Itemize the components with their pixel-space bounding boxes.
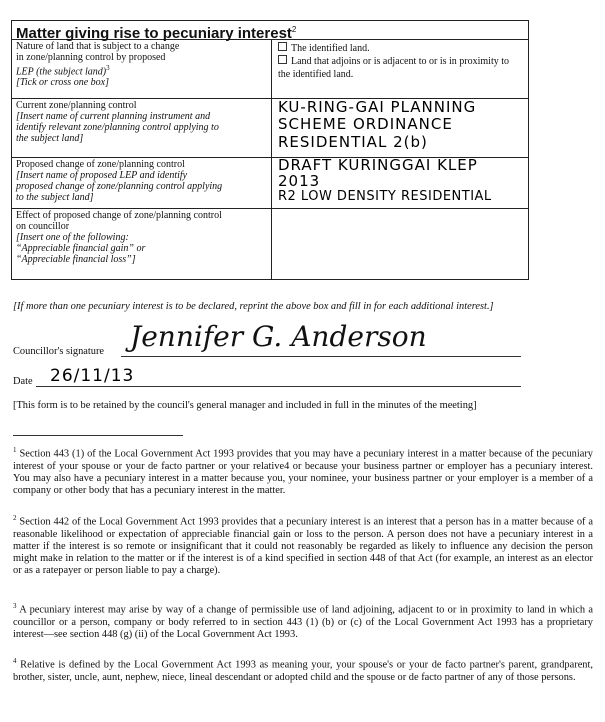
label-line: proposed change of zone/planning control applying xyxy=(16,181,223,192)
label-line: Current zone/planning control xyxy=(16,100,137,111)
handwritten-line: R2 LOW DENSITY RESIDENTIAL xyxy=(278,189,492,204)
handwritten-date: 26/11/13 xyxy=(50,366,135,386)
label-line: [Tick or cross one box] xyxy=(16,77,109,89)
form-title-text: Matter giving rise to pecuniary interest xyxy=(16,25,292,42)
effect-answer[interactable] xyxy=(272,209,528,279)
footnote-number: 2 xyxy=(13,514,17,522)
row-proposed-change xyxy=(12,158,528,209)
footnote-1 xyxy=(13,444,593,497)
checkbox-icon[interactable] xyxy=(278,55,287,64)
label-line: in zone/planning control by proposed xyxy=(16,52,166,63)
label-line: [Insert name of current planning instrument and xyxy=(16,111,211,122)
row-effect-on-councillor xyxy=(12,209,528,279)
row-nature-of-land xyxy=(12,40,528,99)
option-identified-land[interactable] xyxy=(278,42,522,55)
date-line xyxy=(36,386,521,387)
footnote-3 xyxy=(13,600,593,641)
row-current-zone xyxy=(12,99,528,158)
label-line: the subject land] xyxy=(16,133,84,144)
signature-image: Jennifer G. Anderson xyxy=(130,320,427,353)
checkbox-icon[interactable] xyxy=(278,42,287,51)
instruction-text: [If more than one pecuniary interest is to be declared, reprint the above box and fill in for each additional interest.] xyxy=(13,301,494,312)
label-line: on councillor xyxy=(16,221,70,232)
label-line: Effect of proposed change of zone/planning control xyxy=(16,210,222,221)
footnote-number: 3 xyxy=(13,602,17,610)
label-line xyxy=(16,63,268,77)
footnote-ref: 3 xyxy=(106,64,110,72)
signature-line xyxy=(121,356,521,357)
form-title xyxy=(12,21,528,40)
footnote-number: 1 xyxy=(13,446,17,454)
footnote-text: Section 443 (1) of the Local Government Act 1993 provides that you may have a pecuniary interest in a matter because of the pecuniary interest of your spouse or your de facto partner or your relative4 or because your business partner or employer has a pecuniary interest. You may also have a pecuniary interest in a matter because you, your nominee, your business partner or your employer is a member of a company or other body that has a pecuniary interest in the matter. xyxy=(13,448,593,497)
label-line: “Appreciable financial loss”] xyxy=(16,254,136,265)
retention-note: [This form is to be retained by the council's general manager and included in full in the minutes of the meeting] xyxy=(13,400,477,411)
footnote-text: Relative is defined by the Local Government Act 1993 as meaning your, your spouse's or your de facto partner's parent, grandparent, brother, sister, uncle, aunt, nephew, niece, lineal descendant or adopted child and the spouse or de facto partner of any of those persons. xyxy=(13,659,593,683)
label-line: [Insert one of the following: xyxy=(16,232,129,243)
handwritten-line: RESIDENTIAL 2(b) xyxy=(278,133,428,151)
label-line: Nature of land that is subject to a change xyxy=(16,41,180,52)
footnote-text: A pecuniary interest may arise by way of a change of permissible use of land adjoining, adjacent to or in proximity to land in which a councillor or a person, company or body referred to in section 443 (1) (b) or (c) of the Local Government Act 1993 has a proprietary interest—see section 448 (g) (ii) of the Local Government Act 1993. xyxy=(13,604,593,640)
title-footnote-ref: 2 xyxy=(291,25,297,34)
label-proposed-change xyxy=(12,158,272,208)
handwritten-line: SCHEME ORDINANCE xyxy=(278,115,453,133)
option-adjoining-land[interactable] xyxy=(278,55,522,81)
footnote-text: Section 442 of the Local Government Act 1993 provides that a pecuniary interest is an interest that a person has in a matter because of a reasonable likelihood or expectation of appreciable financial gain or loss to the person. A person does not have a pecuniary interest in a matter if the interest is so remote or insignificant that it could not reasonably be regarded as likely to influence any decision the person might make in relation to the matter or if the interest is of a kind specified in section 448 of that Act (for example, an interest as an elector or as a ratepayer or person liable to pay a charge). xyxy=(13,516,593,577)
label-line: identify relevant zone/planning control applying to xyxy=(16,122,219,133)
date-label: Date xyxy=(13,376,33,387)
nature-of-land-options xyxy=(272,40,528,98)
footnote-separator xyxy=(13,435,183,436)
option-label: The identified land. xyxy=(291,43,370,54)
signature-label: Councillor's signature xyxy=(13,346,105,357)
handwritten-line: 2013 xyxy=(278,172,321,190)
label-line-text: LEP (the subject land) xyxy=(16,66,107,78)
label-line: “Appreciable financial gain” or xyxy=(16,243,146,254)
label-line: to the subject land] xyxy=(16,192,94,203)
footnote-4 xyxy=(13,655,593,684)
label-nature-of-land xyxy=(12,40,272,98)
footnote-2 xyxy=(13,512,593,577)
label-line: [Insert name of proposed LEP and identify xyxy=(16,170,188,181)
label-line: Proposed change of zone/planning control xyxy=(16,159,185,170)
current-zone-answer[interactable] xyxy=(272,99,528,157)
label-effect xyxy=(12,209,272,279)
option-label: Land that adjoins or is adjacent to or is in proximity to the identified land. xyxy=(278,56,510,80)
footnote-number: 4 xyxy=(13,657,17,665)
handwritten-line: KU-RING-GAI PLANNING xyxy=(278,98,477,116)
handwritten-line: DRAFT KURINGGAI KLEP xyxy=(278,156,478,174)
pecuniary-interest-form xyxy=(11,20,529,280)
proposed-change-answer[interactable] xyxy=(272,158,528,208)
label-current-zone xyxy=(12,99,272,157)
